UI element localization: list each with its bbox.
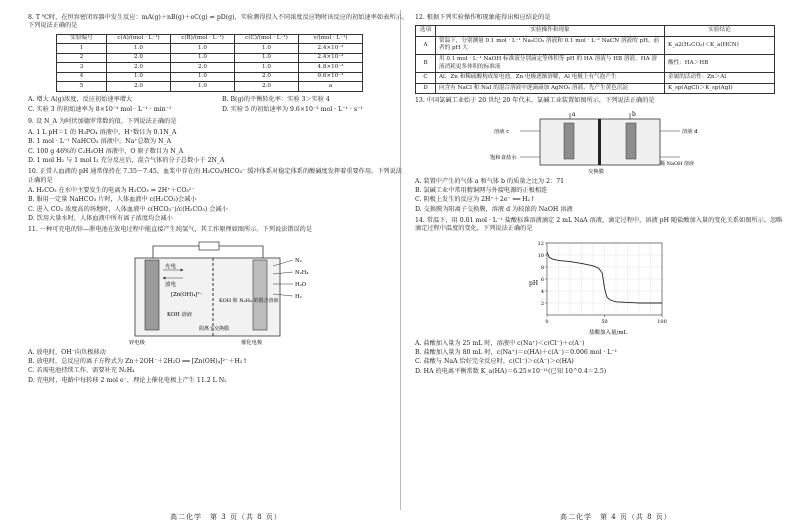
q8-header-cell: c(C)/(mol · L⁻¹) (235, 34, 299, 44)
table-cell: 酸性：HA＞HB (665, 55, 775, 73)
table-cell: 1.0 (235, 44, 299, 54)
table-cell: 2.0 (171, 63, 235, 73)
titration-chart (525, 237, 675, 337)
anode (564, 123, 574, 159)
table-cell: 1.0 (171, 72, 235, 82)
table-cell: 2.0 (235, 82, 299, 92)
label-membrane: 阴离子交换膜 (199, 325, 230, 332)
table-cell: D (416, 83, 436, 94)
q14-option-b: B. 盐酸加入量为 80 mL 时，c(Na⁺)＝c(HA)＋c(A⁻)＝0.006 mol · L⁻¹ (415, 349, 618, 357)
q14-stem: 14. 常温下，用 0.01 mol · L⁻¹ 盐酸标准溶液滴定 2 mL NaA 溶液，滴定过程中，溶液 pH 随盐酸加入量的变化关系如图所示。忽略滴定过程中温度的变化，下列说法正确的是 (415, 216, 783, 233)
q8-option-c: C. 实验 3 的初始速率为 8×10⁻³ mol · L⁻¹ · min⁻¹ (28, 106, 172, 114)
label-zinc-electrode: 锌电极 (129, 339, 145, 346)
page-footer-right: 高二化学 第 4 页（共 8 页） (560, 512, 672, 521)
label-zincate-ion: [Zn(OH)₄]²⁻ (171, 291, 203, 298)
q13-option-c: C. 阴极上发生的反应为 2H⁺＋2e⁻ ══ H₂↑ (415, 196, 536, 204)
q10-option-d: D. 饮用大量水时，人体血液中所有离子浓度均会减小 (28, 215, 173, 223)
q9-stem: 9. 设 N_A 为阿伏加德罗常数的值，下列说法正确的是 (28, 118, 177, 126)
q8-header-cell: 实验编号 (57, 34, 107, 44)
table-cell: 4 (57, 72, 107, 82)
q8-option-d: D. 实验 5 的初始速率为 9.6×10⁻³ mol · L⁻¹ · s⁻¹ (222, 106, 363, 114)
label-h2o: H₂O (295, 281, 307, 288)
table-cell: 5 (57, 82, 107, 92)
table-cell: 1.0 (107, 44, 171, 54)
q11-option-b: B. 放电时，总反应的离子方程式为 Zn＋2OH⁻＋2H₂O ══ [Zn(OH)₄]²⁻＋H₂↑ (28, 358, 248, 366)
q8-option-a: A. 增大 A(g)浓度，反应初始速率增大 (28, 95, 133, 103)
q8-header-cell: c(B)/(mol · L⁻¹) (171, 34, 235, 44)
table-cell: K_sp(AgCl)＞K_sp(AgI) (665, 83, 775, 94)
table-cell: 1.0 (235, 63, 299, 73)
catalytic-electrode (253, 260, 267, 330)
label-solution-d: 溶液 d (682, 128, 698, 135)
zinc-electrode (145, 260, 159, 330)
label-gas-a: a (572, 110, 576, 118)
exchange-membrane (598, 119, 601, 165)
table-cell: 2.0 (107, 82, 171, 92)
y-tick-label: 8 (540, 264, 544, 271)
q9-option-a: A. 1 L pH＝1 的 H₃PO₄ 溶液中，H⁺数目为 0.1N_A (28, 128, 177, 136)
x-tick-label: 50 (601, 318, 608, 325)
q12-header-cell: 选项 (416, 26, 436, 37)
q14-option-d: D. HA 的电离平衡常数 K_a(HA)＝6.25×10⁻¹¹(已知 10^0.4＝2.5) (415, 367, 607, 375)
label-koh-solution: KOH 溶液 (167, 311, 193, 318)
table-cell: 3 (57, 63, 107, 73)
table-row (57, 44, 363, 54)
q13-option-a: A. 装置中产生的气体 a 和气体 b 的质量之比为 2：71 (415, 177, 565, 185)
q11-stem: 11. 一种可充电的锌—肼电池在放电过程中能直接产生纯氢气，其工作原理如图所示。下列说法错误的是 (28, 226, 313, 234)
table-row (57, 63, 363, 73)
q10-option-b: B. 服用一定量 NaHCO₃ 片时，人体血液中 c(H₂CO₃)会减小 (28, 196, 197, 204)
table-cell: K_a2(H₂CO₃)＜K_a(HCN) (665, 36, 775, 54)
y-tick-label: 6 (540, 276, 544, 283)
q8-stem: 8. T ℃时，在恒容密闭容器中发生反应：mA(g)＋nB(g)＋eC(g) ⇌ pD(g)，实验测得投入不同浓度反应物时该反应的初始速率如表所示。下列说法正确的是 (28, 14, 408, 30)
q13-stem: 13. 中国氯碱工业始于 20 世纪 20 年代末。氯碱工业装置如图所示，下列说法正确的是 (415, 97, 655, 105)
q10-stem: 10. 正常人血液的 pH 通常保持在 7.35～7.45，血浆中存在的 H₂CO₃/HCO₃⁻ 缓冲体系对稳定体系的酸碱度发挥着重要作用。下列说法正确的是 (28, 168, 402, 184)
label-n2h4: N₂H₄ (295, 269, 309, 276)
y-tick-label: 4 (540, 288, 544, 295)
q10-option-c: C. 进入 CO₂ 浓度高的场地时，人体血液中 c(HCO₃⁻)/c(H₂CO₃) 会减小 (28, 205, 228, 213)
label-charge: 充电 (165, 263, 177, 270)
q8-option-b: B. B(g)的平衡转化率：实验 3＞实验 4 (222, 95, 330, 103)
q8-header-cell: c(A)/(mol · L⁻¹) (107, 34, 171, 44)
table-cell: 2.0 (235, 72, 299, 82)
q12-stem: 12. 根据下列实验操作和现象能得出相应结论的是 (415, 14, 551, 21)
table-cell: 常温下，分别测量 0.1 mol · L⁻¹ Na₂CO₃ 溶液和 0.1 mol · L⁻¹ NaCN 溶液的 pH，前者的 pH 大 (436, 36, 665, 54)
table-cell: 1.0 (107, 72, 171, 82)
label-h2: H₂ (295, 293, 302, 300)
table-cell: 2.4×10⁻³ (299, 53, 363, 63)
q9-option-b: B. 1 mol · L⁻¹ NaHCO₃ 溶液中，Na⁺总数为 N_A (28, 138, 172, 146)
table-row (416, 73, 775, 84)
table-cell: 1.0 (171, 82, 235, 92)
y-tick-label: 10 (537, 252, 544, 259)
chart-ylabel: pH (529, 279, 539, 287)
table-cell: 2.0 (107, 63, 171, 73)
label-n2: N₂ (295, 257, 302, 264)
label-solution-c: 溶液 c (494, 128, 510, 135)
table-cell: 1 (57, 44, 107, 54)
q8-table (56, 34, 363, 92)
x-tick-label: 0 (545, 318, 549, 325)
chart-xlabel: 盐酸加入量/mL (589, 329, 628, 336)
table-cell: C (416, 73, 436, 84)
q8-options (28, 95, 408, 116)
q9-option-c: C. 100 g 46%的 C₂H₅OH 溶液中，O 原子数目为 N_A (28, 147, 184, 155)
q14-option-a: A. 盐酸加入量为 25 mL 时，溶液中 c(Na⁺)＜c(Cl⁻)＋c(A⁻) (415, 339, 585, 347)
page-footer-left: 高二化学 第 3 页（共 8 页） (170, 512, 282, 521)
q8-table-header (57, 34, 363, 44)
q12-header-cell: 实验结论 (665, 26, 775, 37)
table-row (57, 72, 363, 82)
label-discharge: 放电 (165, 281, 177, 288)
table-cell: 2 (57, 53, 107, 63)
table-row (416, 36, 775, 54)
table-cell: 1.0 (235, 53, 299, 63)
table-cell: 9.6×10⁻³ (299, 72, 363, 82)
chart-ticks (538, 241, 667, 325)
q13-option-d: D. 交换膜为阳离子交换膜，溶液 d 为较浓的 NaOH 溶液 (415, 205, 573, 213)
table-cell: 2.0 (107, 53, 171, 63)
table-cell: 金属的活动性：Zn＞Al (665, 73, 775, 84)
power-switch (199, 242, 219, 250)
label-gas-b: b (632, 110, 636, 118)
label-mixed-solution: KOH 和 N₂H₄ 的混合溶液 (219, 297, 279, 304)
y-tick-label: 2 (540, 300, 544, 307)
q11-option-d: D. 充电时，电路中每转移 2 mol e⁻，理论上催化电极上产生 11.2 L N₂ (28, 376, 227, 384)
table-cell: A (416, 36, 436, 54)
table-cell: 4.8×10⁻³ (299, 63, 363, 73)
table-cell: B (416, 55, 436, 73)
table-cell: 1.0 (171, 44, 235, 54)
table-cell: 1.0 (171, 53, 235, 63)
q9-option-d: D. 1 mol H₂ 与 1 mol I₂ 充分反应后，混合气体的分子总数小于 2N_A (28, 156, 225, 164)
right-column (415, 14, 785, 377)
chlor-alkali-cell-diagram (490, 109, 710, 175)
q14-option-c: C. 盐酸与 NaA 恰好完全反应时，c(Cl⁻)＞c(A⁻)＞c(HA) (415, 358, 574, 366)
q12-table (415, 25, 775, 94)
cathode (626, 123, 636, 159)
chart-grid (547, 243, 662, 315)
label-dilute-naoh: 稀 NaOH 溶液 (660, 160, 694, 167)
label-catalytic-electrode: 催化电极 (241, 339, 263, 346)
q12-table-header (416, 26, 775, 37)
label-brine: 饱和食盐水 (490, 154, 517, 161)
table-cell: Al、Zn 和稀硫酸构成原电池，Zn 电极逐渐溶解，Al 电极上有气泡产生 (436, 73, 665, 84)
zinc-hydrazine-battery-diagram (113, 238, 323, 346)
table-cell: a (299, 82, 363, 92)
label-membrane: 交换膜 (588, 168, 604, 175)
q13-option-b: B. 氯碱工业中常用精铜网与外接电源的正极相连 (415, 186, 548, 194)
q10-option-a: A. H₂CO₃ 在水中主要发生的电离为 H₂CO₃ ⇌ 2H⁺＋CO₃²⁻ (28, 186, 195, 194)
left-column (28, 14, 408, 386)
x-tick-label: 100 (657, 318, 667, 325)
q12-header-cell: 实验操作和现象 (436, 26, 665, 37)
table-row (57, 82, 363, 92)
q11-option-c: C. 若需电池持续工作，需要补充 N₂H₄ (28, 367, 135, 375)
table-row (416, 83, 775, 94)
table-cell: 用 0.1 mol · L⁻¹ NaOH 标准液分别滴定等体积等 pH 的 HA 溶液与 HB 溶液，HA 溶液消耗更多体积的标准液 (436, 55, 665, 73)
q11-option-a: A. 放电时，OH⁻向负极移动 (28, 348, 106, 356)
q8-header-cell: v/(mol · L⁻¹) (299, 34, 363, 44)
table-cell: 向含有 NaCl 和 NaI 的混合溶液中逐滴滴加 AgNO₃ 溶液，先产生黄色沉淀 (436, 83, 665, 94)
table-cell: 2.4×10⁻³ (299, 44, 363, 54)
y-tick-label: 12 (537, 240, 544, 247)
table-row (57, 53, 363, 63)
table-row (416, 55, 775, 73)
